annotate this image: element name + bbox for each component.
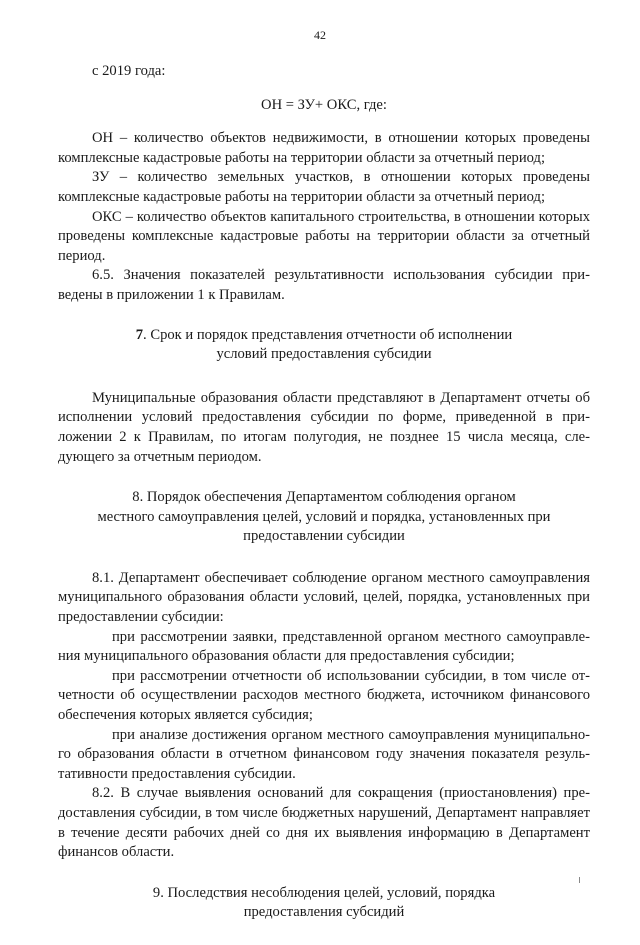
- scan-mark: [579, 877, 580, 883]
- list-item-analysis: при анализе достижения органом местного самоуправления муниципального образования области в отчетном финансовом году значения показателя результативности предоставления субсидии.: [58, 726, 590, 782]
- section-8-heading: [58, 488, 590, 547]
- section-7-heading-line2: условий предоставления субсидии: [216, 346, 432, 363]
- section-7-heading-text: . Срок и порядок представления отчетности об исполнении: [143, 326, 513, 343]
- section-9-heading: [58, 884, 590, 923]
- list-item-reporting: при рассмотрении отчетности об использовании субсидии, в том числе отчетности об осуществлении расходов местного бюджета, источником финансового обеспечения которых является субсидия;: [58, 667, 590, 724]
- definition-oh: ОН – количество объектов недвижимости, в отношении которых проведены комплексные кадастровые работы на территории области за отчетный период;: [58, 130, 590, 166]
- document-body: [58, 62, 590, 945]
- list-item-application: при рассмотрении заявки, представленной органом местного самоуправления муниципального образования области для предоставления субсидии;: [58, 628, 590, 665]
- definition-zu: ЗУ – количество земельных участков, в отношении которых проведены комплексные кадастровые работы на территории области за отчетный период;: [58, 169, 590, 205]
- section-7-heading: [58, 326, 590, 365]
- paragraph-6-5: 6.5. Значения показателей результативности использования субсидии приведены в приложении 1 к Правилам.: [58, 267, 590, 303]
- section-9-heading-line1: 9. Последствия несоблюдения целей, условий, порядка: [152, 884, 496, 901]
- page-number: 42: [314, 28, 326, 42]
- section-7-text: Муниципальные образования области представляют в Департамент отчеты об исполнении условий предоставления субсидии по форме, приведенной в приложении 2 к Правилам, по итогам полугодия, не позднее 15 числа месяца, следующего за отчетным периодом.: [58, 389, 590, 465]
- section-8-heading-line3: предоставлении субсидии: [243, 528, 405, 545]
- intro-line: с 2019 года:: [92, 63, 166, 79]
- section-7-heading-line1: [58, 326, 590, 346]
- section-9-heading-line2: предоставления субсидий: [243, 904, 405, 921]
- paragraph-8-1: 8.1. Департамент обеспечивает соблюдение органом местного самоуправления муниципального образования области условий, целей, порядка, установленных при предоставлении субсидии:: [58, 569, 590, 626]
- section-7-number: 7: [135, 326, 144, 343]
- paragraph-8-2: 8.2. В случае выявления оснований для сокращения (приостановления) предоставления субсидии, в том числе бюджетных нарушений, Департамент направляет в течение десяти рабочих дней со дня их выявления информацию в Департамент финансов области.: [58, 785, 590, 861]
- section-8-heading-line1: 8. Порядок обеспечения Департаментом соблюдения органом: [132, 489, 516, 506]
- definition-oks: ОКС – количество объектов капитального строительства, в отношении которых проведены комплексные кадастровые работы на территории области за отчетный период.: [58, 208, 590, 264]
- section-8-heading-line2: местного самоуправления целей, условий и порядка, установленных при: [97, 508, 551, 525]
- formula: ОН = ЗУ+ ОКС, где:: [261, 96, 387, 113]
